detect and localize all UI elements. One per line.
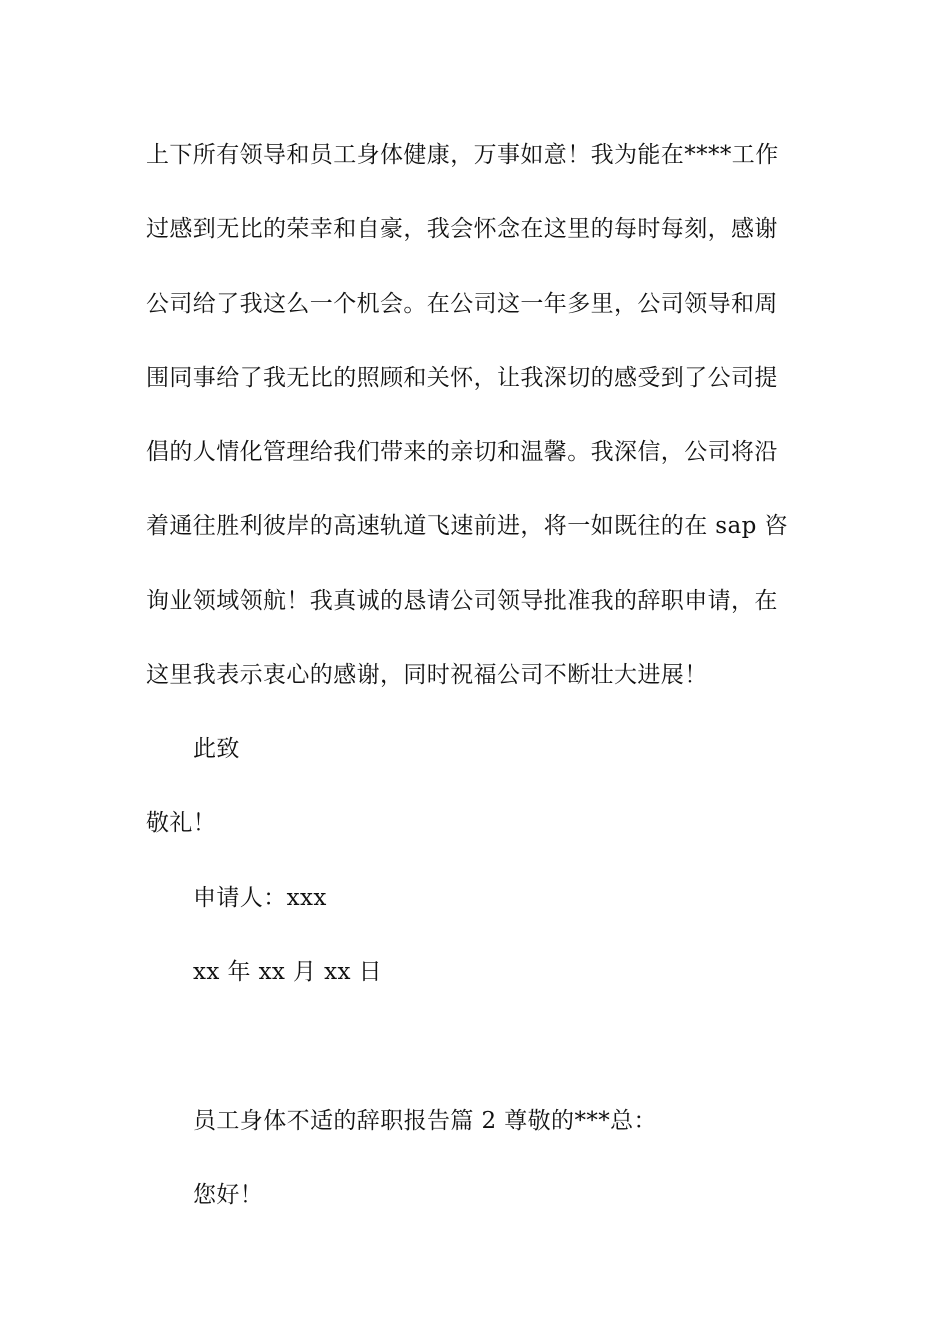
applicant-signature: 申请人：xxx: [193, 885, 327, 911]
paragraph-line-6: 着通往胜利彼岸的高速轨道飞速前进，将一如既往的在 sap 咨: [146, 513, 788, 539]
closing-salutation: 此致: [193, 736, 240, 762]
paragraph-line-1: 上下所有领导和员工身体健康，万事如意！我为能在****工作: [146, 142, 779, 168]
section-title: 员工身体不适的辞职报告篇 2 尊敬的***总：: [193, 1108, 657, 1134]
paragraph-line-8: 这里我表示衷心的感谢，同时祝福公司不断壮大进展！: [146, 662, 708, 688]
paragraph-line-7: 询业领域领航！我真诚的恳请公司领导批准我的辞职申请，在: [146, 588, 778, 614]
greeting: 您好！: [193, 1182, 264, 1208]
paragraph-line-2: 过感到无比的荣幸和自豪，我会怀念在这里的每时每刻，感谢: [146, 216, 778, 242]
paragraph-line-3: 公司给了我这么一个机会。在公司这一年多里，公司领导和周: [146, 291, 778, 317]
letter-date: xx 年 xx 月 xx 日: [193, 959, 382, 985]
paragraph-line-4: 围同事给了我无比的照顾和关怀，让我深切的感受到了公司提: [146, 365, 778, 391]
paragraph-line-5: 倡的人情化管理给我们带来的亲切和温馨。我深信，公司将沿: [146, 439, 778, 465]
closing-respect: 敬礼！: [146, 810, 217, 836]
